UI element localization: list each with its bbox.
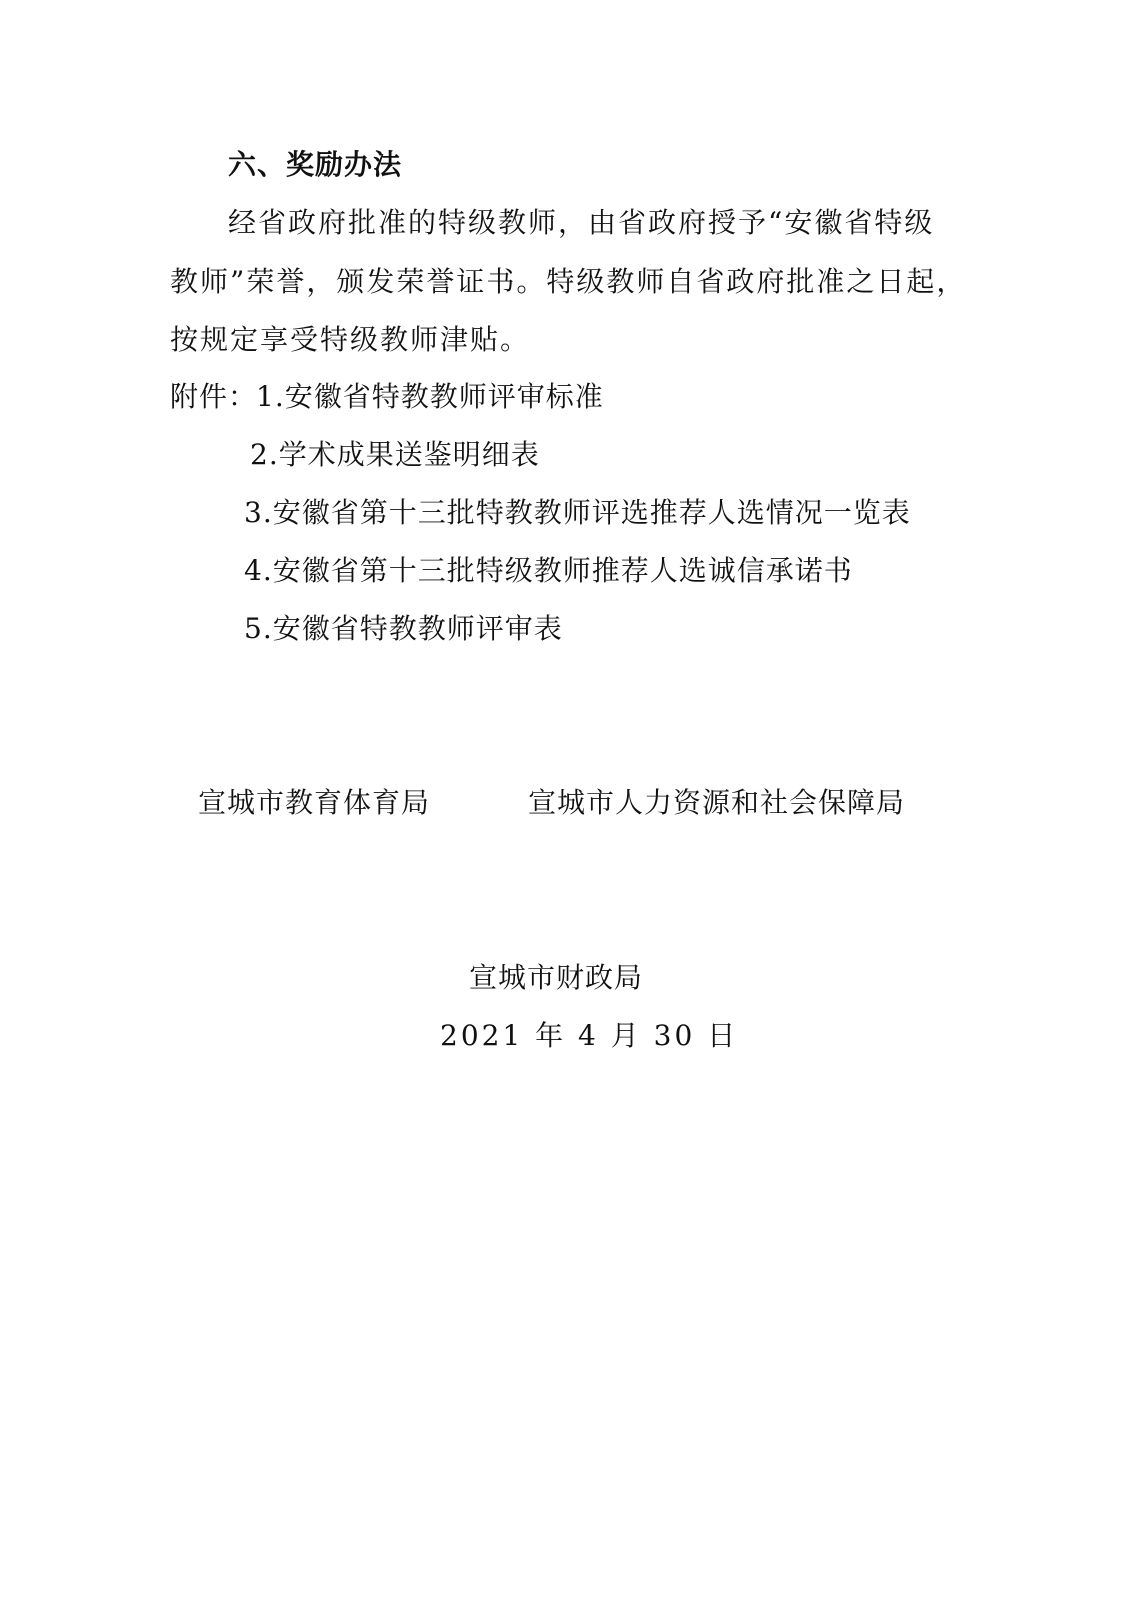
attachment-item: 4.安徽省第十三批特级教师推荐人选诚信承诺书 [244,554,853,587]
attachment-item: 5.安徽省特教教师评审表 [244,612,563,645]
signature-education-bureau: 宣城市教育体育局 [198,786,431,819]
section-heading: 六、奖励办法 [228,148,403,181]
attachment-item: 2.学术成果送鉴明细表 [250,438,540,471]
document-date: 2021 年 4 月 30 日 [440,1019,739,1052]
paragraph-line: 教师”荣誉，颁发荣誉证书。特级教师自省政府批准之日起， [170,265,967,298]
attachment-item: 1.安徽省特教教师评审标准 [256,380,604,413]
attachments-label: 附件： [170,380,258,413]
signature-finance-bureau: 宣城市财政局 [469,961,644,994]
signature-hr-bureau: 宣城市人力资源和社会保障局 [528,786,906,819]
attachment-item: 3.安徽省第十三批特教教师评选推荐人选情况一览表 [244,496,911,529]
paragraph-line: 按规定享受特级教师津贴。 [170,323,531,356]
paragraph-line: 经省政府批准的特级教师，由省政府授予“安徽省特级 [228,206,935,239]
